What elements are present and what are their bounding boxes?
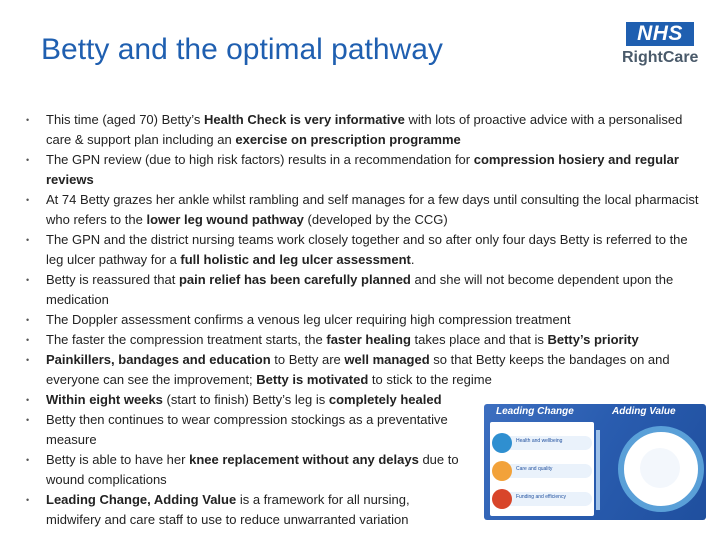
- bullet-item: [24, 450, 466, 490]
- bullet-item: [24, 490, 466, 530]
- bullet-item: [24, 150, 704, 190]
- bullet-text: The Doppler assessment confirms a venous leg ulcer requiring high compression treatment: [46, 312, 571, 327]
- bullet-bold-text: Betty is motivated: [256, 372, 369, 387]
- bullet-text: The GPN review (due to high risk factors) results in a recommendation for: [46, 152, 474, 167]
- bullet-bold-text: faster healing: [326, 332, 411, 347]
- bullet-text: with lots of proactive advice with a personalised care & support plan including an: [46, 112, 683, 147]
- bullet-dot: •: [26, 415, 30, 425]
- bullet-item: [24, 110, 704, 150]
- bullet-text: takes place and that is: [410, 332, 548, 347]
- bullet-item: [24, 190, 704, 230]
- bullet-bold-text: lower leg wound pathway: [146, 212, 304, 227]
- bullet-dot: •: [26, 235, 30, 245]
- lcav-row: [494, 436, 592, 450]
- bullet-text: is a framework for all nursing, midwifery and care staff to use to reduce unwarranted variation: [46, 492, 410, 527]
- bullet-dot: •: [26, 335, 30, 345]
- bullet-bold-text: Leading Change, Adding Value: [46, 492, 237, 507]
- bullet-dot: •: [26, 455, 30, 465]
- nhs-rightcare-logo: [622, 22, 699, 67]
- lcav-left-header: Leading Change: [496, 406, 574, 417]
- lcav-vertical-bar: [596, 430, 600, 510]
- bullet-item: [24, 410, 466, 450]
- page-title: Betty and the optimal pathway: [41, 33, 443, 66]
- bullet-dot: •: [26, 495, 30, 505]
- bullet-text: to stick to the regime: [368, 372, 492, 387]
- bullet-text: and she will not become dependent upon the medication: [46, 272, 674, 307]
- bullet-dot: •: [26, 195, 30, 205]
- bullet-bold-text: completely healed: [328, 392, 442, 407]
- bullet-text: The faster the compression treatment starts, the: [46, 332, 327, 347]
- rightcare-wordmark: RightCare: [622, 49, 699, 66]
- hand-icon: [492, 461, 512, 481]
- lcav-row-label: Funding and efficiency: [516, 494, 566, 500]
- bullet-item: [24, 350, 704, 390]
- bullet-item: [24, 270, 704, 310]
- bullet-dot: •: [26, 315, 30, 325]
- bullet-text: At 74 Betty grazes her ankle whilst rambling and self manages for a few days until consulting the local pharmacist who refers to the: [46, 192, 699, 227]
- bullet-bold-text: Within eight weeks: [46, 392, 163, 407]
- bullet-bold-text: knee replacement without any delays: [189, 452, 419, 467]
- bullet-text: (start to finish) Betty’s leg is: [162, 392, 329, 407]
- lcav-row: [494, 492, 592, 506]
- bullet-text: to Betty are: [270, 352, 345, 367]
- bullet-bold-text: pain relief has been carefully planned: [178, 272, 411, 287]
- lcav-row: [494, 464, 592, 478]
- bullet-text: Betty is able to have her: [46, 452, 190, 467]
- bullet-bold-text: full holistic and leg ulcer assessment: [180, 252, 411, 267]
- bullet-text: (developed by the CCG): [303, 212, 448, 227]
- lcav-inner-circle: [640, 448, 680, 488]
- bullet-bold-text: Painkillers, bandages and education: [46, 352, 271, 367]
- bullet-item: [24, 330, 704, 350]
- bullet-dot: •: [26, 395, 30, 405]
- lcav-right-header: Adding Value: [612, 406, 676, 417]
- bullet-text: Betty then continues to wear compression stockings as a preventative measure: [46, 412, 448, 447]
- bullet-item: [24, 310, 704, 330]
- bullet-bold-text: Betty’s priority: [547, 332, 639, 347]
- lcav-row-label: Care and quality: [516, 466, 553, 472]
- bullet-bold-text: exercise on prescription programme: [235, 132, 461, 147]
- bullet-text: The GPN and the district nursing teams work closely together and so after only four days Betty is referred to the leg ulcer pathway for a: [46, 232, 688, 267]
- money-icon: [492, 489, 512, 509]
- bullet-text: due to wound complications: [46, 452, 459, 487]
- bullet-text: Betty is reassured that: [46, 272, 179, 287]
- people-icon: [492, 433, 512, 453]
- bullet-dot: •: [26, 155, 30, 165]
- bullet-text: .: [410, 252, 415, 267]
- bullet-bold-text: well managed: [344, 352, 430, 367]
- bullet-dot: •: [26, 355, 30, 365]
- bullet-bold-text: Health Check is very informative: [204, 112, 405, 127]
- bullet-dot: •: [26, 115, 30, 125]
- bullet-text: This time (aged 70) Betty’s: [46, 112, 204, 127]
- bullet-text: so that Betty keeps the bandages on and everyone can see the improvement;: [46, 352, 670, 387]
- nhs-logo: NHS: [626, 22, 694, 46]
- bullet-bold-text: compression hosiery and regular reviews: [46, 152, 679, 187]
- leading-change-adding-value-graphic: [484, 404, 706, 520]
- bullet-item: [24, 230, 704, 270]
- lcav-row-label: Health and wellbeing: [516, 438, 563, 444]
- bullet-dot: •: [26, 275, 30, 285]
